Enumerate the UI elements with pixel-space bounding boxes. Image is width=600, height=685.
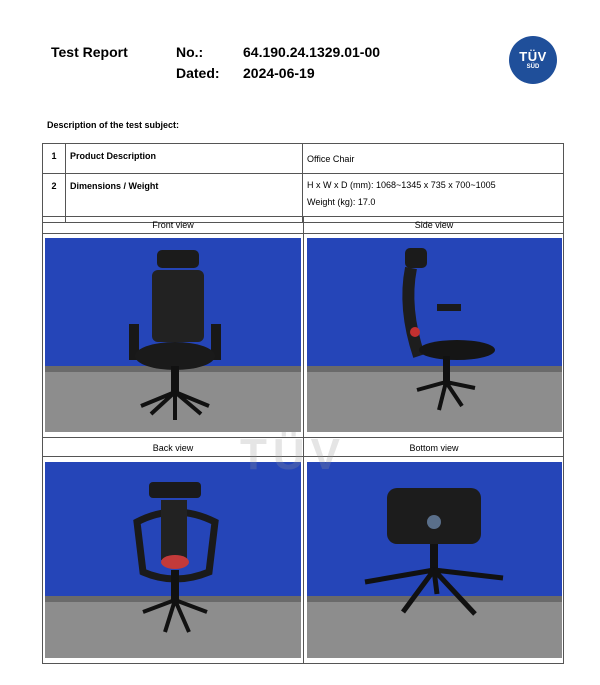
row-number: 2 <box>43 174 66 223</box>
report-number-label: No.: <box>176 44 204 60</box>
watermark: TÜV <box>240 430 346 479</box>
row-number: 1 <box>43 144 66 174</box>
report-title: Test Report <box>51 44 128 60</box>
table-row <box>43 144 564 174</box>
row-label: Dimensions / Weight <box>66 174 303 223</box>
value-line: H x W x D (mm): 1068~1345 x 735 x 700~1005 <box>307 180 496 190</box>
caption-front-view: Front view <box>152 220 194 230</box>
row-label: Product Description <box>66 144 303 174</box>
bottom-view-photo <box>307 462 562 658</box>
section-title: Description of the test subject: <box>47 120 180 130</box>
tuv-logo <box>509 36 557 84</box>
grid-divider <box>42 233 564 234</box>
test-subject-table <box>42 143 564 223</box>
report-number-value: 64.190.24.1329.01-00 <box>243 44 381 60</box>
value-line: Weight (kg): 17.0 <box>307 197 376 207</box>
front-view-photo <box>45 238 301 432</box>
report-date-label: Dated: <box>176 65 220 81</box>
report-date-value: 2024-06-19 <box>243 65 315 81</box>
logo-text: TÜV <box>519 48 547 64</box>
side-view-photo <box>307 238 562 432</box>
caption-bottom-view: Bottom view <box>409 443 459 453</box>
back-view-photo <box>45 462 301 658</box>
row-value <box>303 144 564 174</box>
caption-side-view: Side view <box>414 220 454 230</box>
logo-subtext: SÜD <box>526 63 540 70</box>
caption-back-view: Back view <box>152 443 194 453</box>
value-line: Office Chair <box>307 154 355 164</box>
